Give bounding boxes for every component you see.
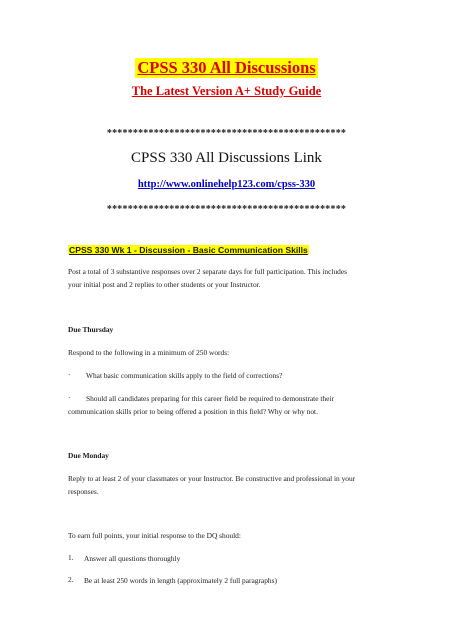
- list-number-1: 1.: [68, 553, 74, 562]
- intro-line-2: your initial post and 2 replies to other students or your Instructor.: [68, 280, 261, 289]
- bullet-icon: ·: [68, 393, 71, 402]
- due-monday-heading: Due Monday: [68, 451, 109, 460]
- list-item-1: Answer all questions thoroughly: [84, 554, 181, 563]
- section-title: CPSS 330 Wk 1 - Discussion - Basic Communication Skills: [69, 245, 308, 255]
- intro-line-1: Post a total of 3 substantive responses over 2 separate days for full participation. This includes: [68, 267, 348, 276]
- question-1: What basic communication skills apply to the field of corrections?: [86, 371, 283, 380]
- list-number-2: 2.: [68, 575, 74, 584]
- bullet-icon: ·: [68, 370, 71, 379]
- due-thursday-heading: Due Thursday: [68, 325, 114, 334]
- list-item-2: Be at least 250 words in length (approximately 2 full paragraphs): [84, 576, 277, 585]
- stars-divider-top: **********************************************: [106, 128, 347, 139]
- document-title: CPSS 330 All Discussions: [137, 58, 316, 77]
- question-2-line-1: Should all candidates preparing for this career field be required to demonstrate their: [86, 394, 334, 403]
- stars-divider-bottom: **********************************************: [106, 204, 347, 215]
- reply-line-1: Reply to at least 2 of your classmates or your Instructor. Be constructive and professional in your: [68, 474, 356, 483]
- link-heading: CPSS 330 All Discussions Link: [131, 150, 322, 166]
- respond-line: Respond to the following in a minimum of 250 words:: [68, 348, 230, 357]
- reply-line-2: responses.: [68, 487, 99, 496]
- discussions-link[interactable]: http://www.onlinehelp123.com/cpss-330: [137, 179, 316, 190]
- document-subtitle: The Latest Version A+ Study Guide: [131, 84, 322, 98]
- full-points-line: To earn full points, your initial response to the DQ should:: [68, 531, 241, 540]
- title-container: [0, 58, 453, 78]
- question-2-line-2: communication skills prior to being offered a position in this field? Why or why not.: [68, 407, 318, 416]
